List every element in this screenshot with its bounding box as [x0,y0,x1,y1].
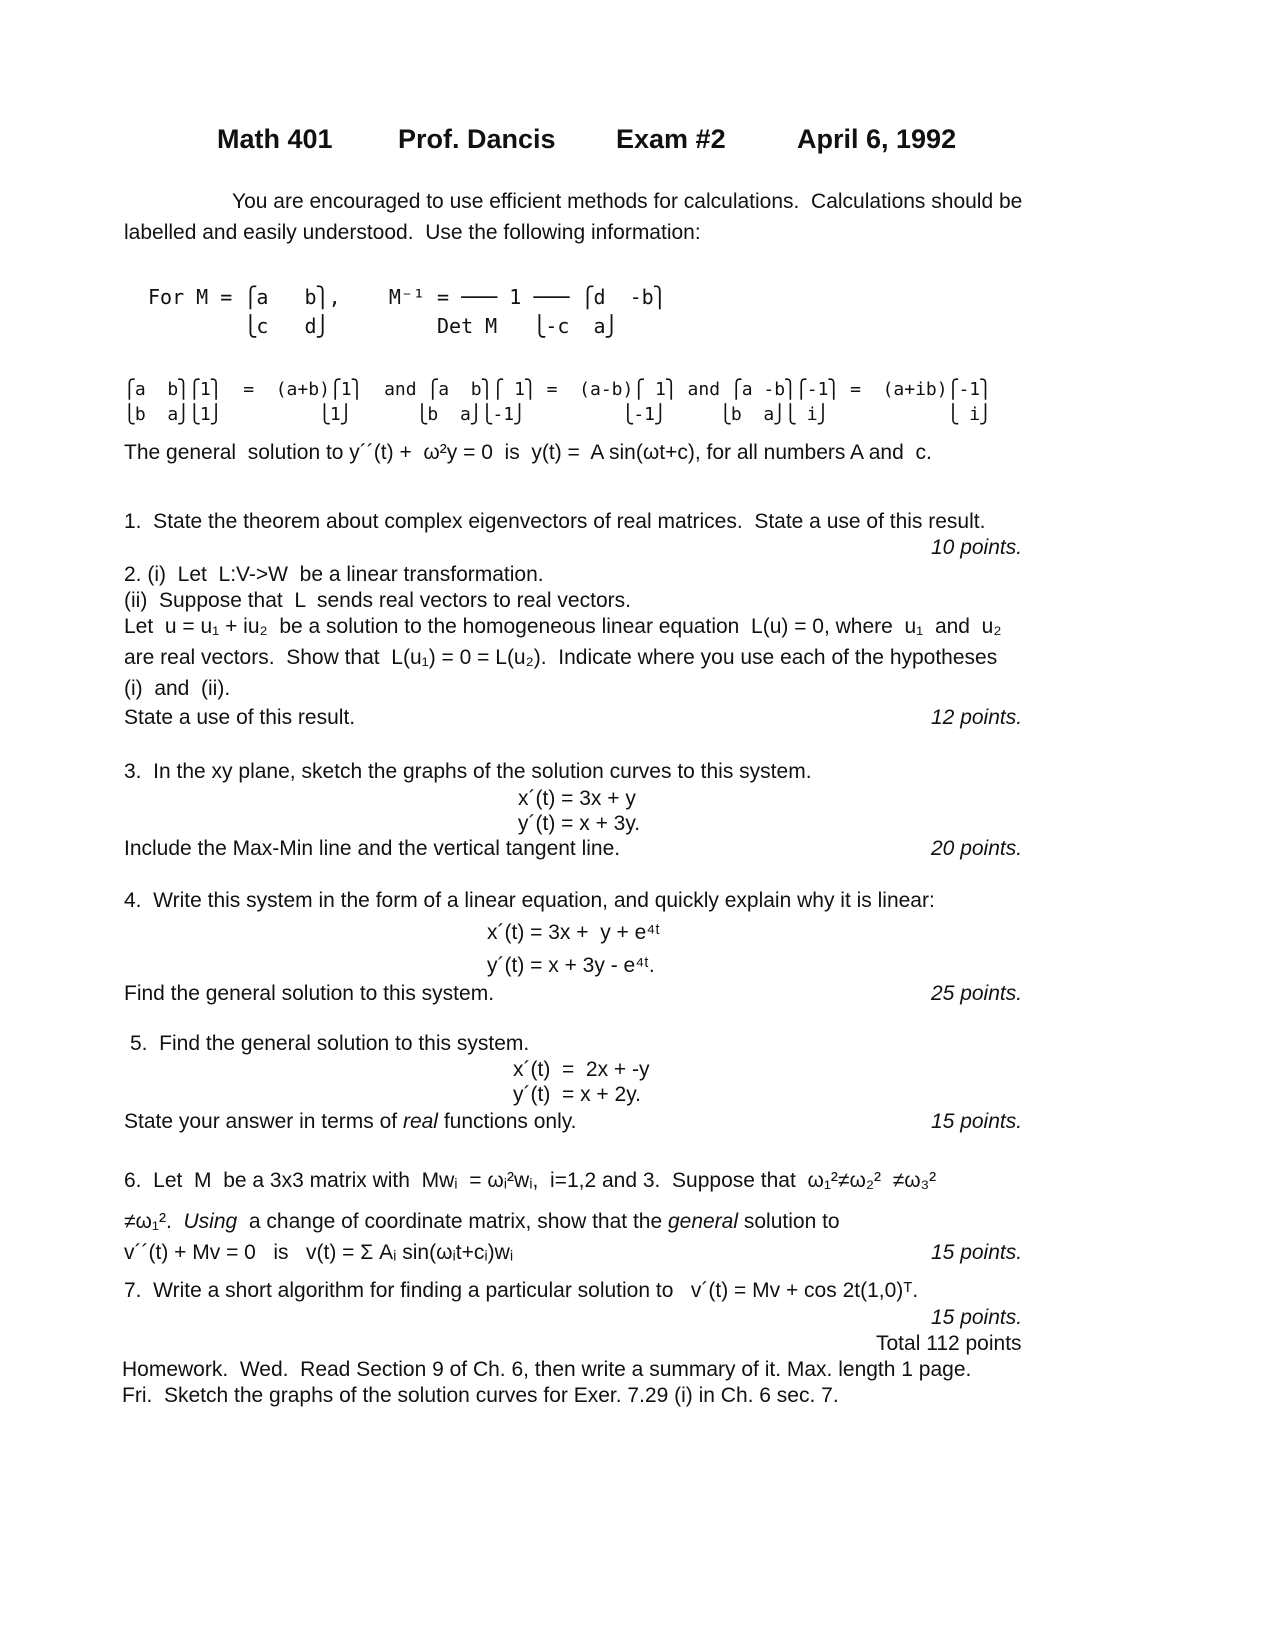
problem-6-points: 15 points. [931,1241,1023,1264]
exam-number: Exam #2 [616,124,726,154]
problem-5-equation-2: y´(t) = x + 2y. [513,1083,641,1106]
problem-5-line-1: 5. Find the general solution to this system. [130,1032,530,1055]
problem-7-line-1: 7. Write a short algorithm for finding a particular solution to v´(t) = Mv + cos 2t(1,0)ᵀ. [124,1279,919,1302]
problem-2-line-4: are real vectors. Show that L(u₁) = 0 = L(u₂). Indicate where you use each of the hypotheses [124,646,998,669]
problem-3-points: 20 points. [931,837,1023,860]
homework-line-2: Fri. Sketch the graphs of the solution curves for Exer. 7.29 (i) in Ch. 6 sec. 7. [122,1384,839,1407]
problem-2-line-5: (i) and (ii). [124,677,231,700]
problem-7-points: 15 points. [931,1306,1023,1329]
problem-1-points: 10 points. [931,536,1023,559]
course-title: Math 401 [217,124,333,154]
problem-6-line-3: v´´(t) + Mv = 0 is v(t) = Σ Aᵢ sin(ωᵢt+cᵢ)wᵢ [124,1241,514,1264]
problem-2-points: 12 points. [931,706,1023,729]
problem-2-line-6: State a use of this result. [124,706,356,729]
problem-6-line-2: ≠ω₁². Using a change of coordinate matrix, show that the general solution to [124,1210,840,1233]
inverse-formula-row-2: ⎩c d⎭ Det M ⎩-c a⎭ [148,314,618,338]
exam-date: April 6, 1992 [797,124,957,154]
problem-4-equation-1: x´(t) = 3x + y + e⁴ᵗ [487,921,660,944]
problem-3-line-1: 3. In the xy plane, sketch the graphs of the solution curves to this system. [124,760,812,783]
homework-line-1: Homework. Wed. Read Section 9 of Ch. 6, then write a summary of it. Max. length 1 page. [122,1358,972,1381]
total-points: Total 112 points [876,1332,1022,1355]
intro-line-1: You are encouraged to use efficient methods for calculations. Calculations should be [232,190,1023,213]
problem-1-text: 1. State the theorem about complex eigenvectors of real matrices. State a use of this result. [124,510,986,533]
problem-2-line-3: Let u = u₁ + iu₂ be a solution to the homogeneous linear equation L(u) = 0, where u₁ and u₂ [124,615,1002,638]
intro-line-2: labelled and easily understood. Use the following information: [124,221,701,244]
eigenvector-row-2: ⎩b a⎭⎩1⎭ ⎩1⎭ ⎩b a⎭⎩-1⎭ ⎩-1⎭ ⎩b a⎭⎩ i⎭ ⎩ i⎭ [124,404,991,425]
problem-3-equation-1: x´(t) = 3x + y [518,787,636,810]
general-solution-fact: The general solution to y´´(t) + ω²y = 0 is y(t) = A sin(ωt+c), for all numbers A and c. [124,441,932,464]
problem-4-line-1: 4. Write this system in the form of a linear equation, and quickly explain why it is linear: [124,889,935,912]
problem-4-points: 25 points. [931,982,1023,1005]
problem-3-line-2: Include the Max-Min line and the vertical tangent line. [124,837,621,860]
problem-2-line-1: 2. (i) Let L:V->W be a linear transformation. [124,563,544,586]
problem-4-equation-2: y´(t) = x + 3y - e⁴ᵗ. [487,954,655,977]
problem-3-equation-2: y´(t) = x + 3y. [518,812,641,835]
eigenvector-row-1: ⎧a b⎫⎧1⎫ = (a+b)⎧1⎫ and ⎧a b⎫⎧ 1⎫ = (a-b)⎧ 1⎫ and ⎧a -b⎫⎧-1⎫ = (a+ib)⎧-1⎫ [124,379,991,400]
problem-5-points: 15 points. [931,1110,1023,1133]
professor-name: Prof. Dancis [398,124,556,154]
problem-2-line-2: (ii) Suppose that L sends real vectors to real vectors. [124,589,631,612]
problem-5-line-2: State your answer in terms of real functions only. [124,1110,577,1133]
problem-4-line-2: Find the general solution to this system. [124,982,495,1005]
inverse-formula-row-1: For M = ⎧a b⎫, M⁻¹ = ─── 1 ─── ⎧d -b⎫ [148,285,666,309]
problem-5-equation-1: x´(t) = 2x + -y [513,1058,650,1081]
problem-6-line-1: 6. Let M be a 3x3 matrix with Mwᵢ = ωᵢ²wᵢ, i=1,2 and 3. Suppose that ω₁²≠ω₂² ≠ω₃² [124,1169,937,1192]
